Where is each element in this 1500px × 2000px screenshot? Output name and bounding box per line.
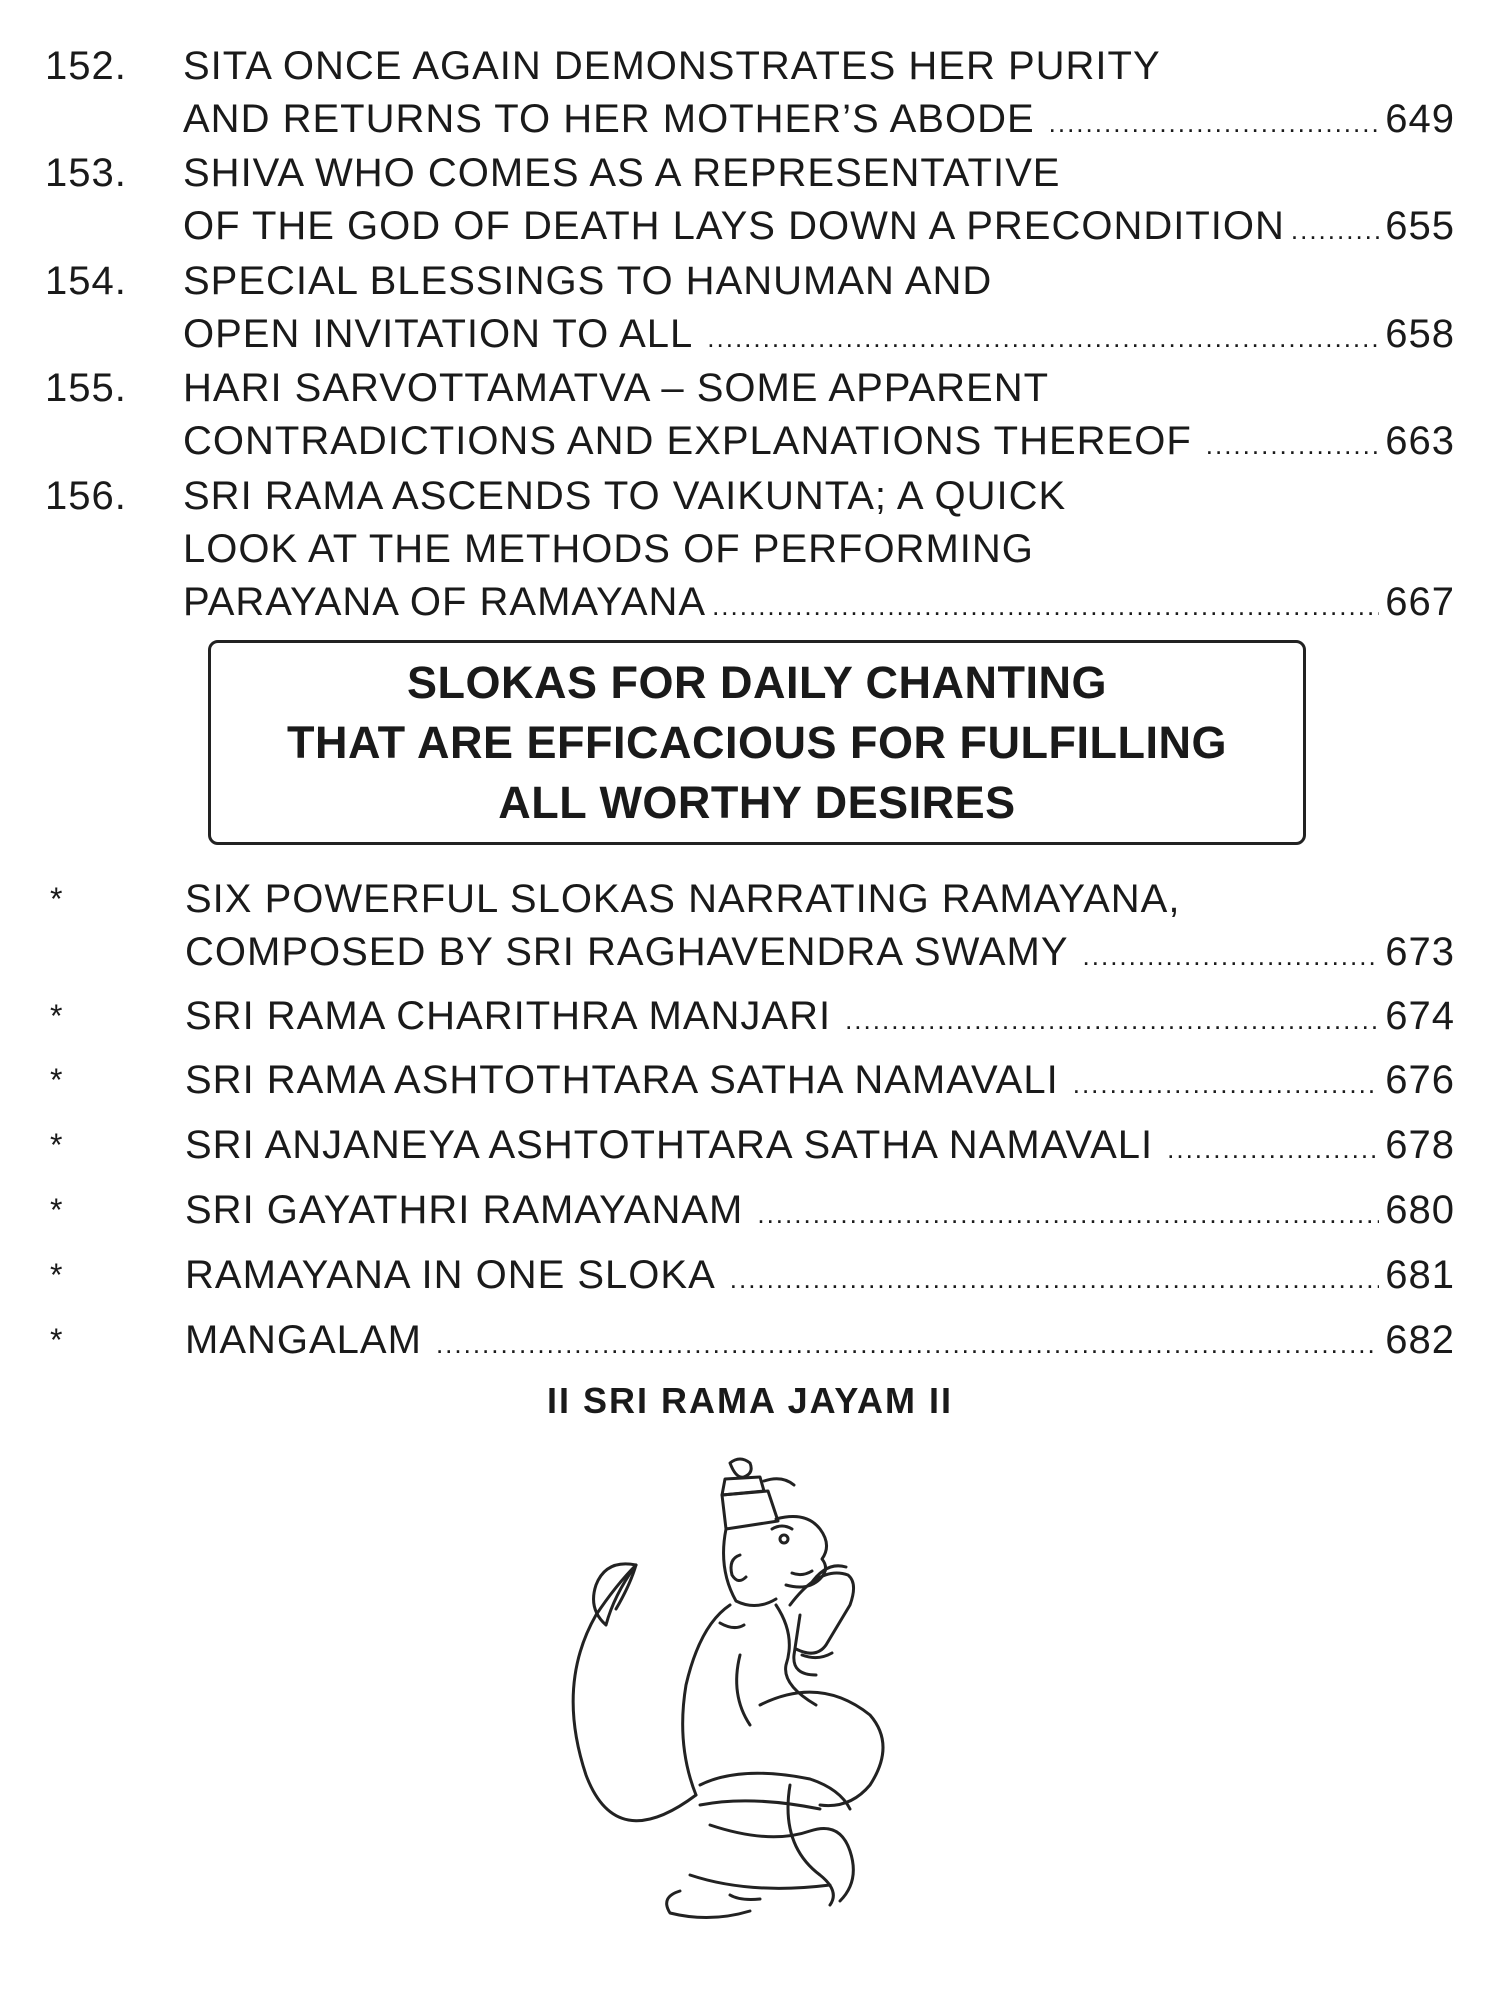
section-heading-line: SLOKAS FOR DAILY CHANTING (406, 656, 1108, 708)
sloka-title-line: RAMAYANA IN ONE SLOKA (185, 1253, 716, 1297)
bullet-asterisk: * (50, 1257, 64, 1293)
toc-entry-156 (45, 470, 1455, 633)
bullet-asterisk: * (50, 1192, 64, 1228)
dot-leader (757, 1188, 1379, 1241)
page-number: 676 (1385, 1058, 1455, 1102)
sloka-title-line: SRI RAMA ASHTOTHTARA SATHA NAMAVALI (185, 1058, 1059, 1102)
page-number: 674 (1385, 994, 1455, 1038)
chapter-number: 156. (45, 474, 127, 518)
sloka-title-line: COMPOSED BY SRI RAGHAVENDRA SWAMY (185, 930, 1069, 974)
chapter-title-line: HARI SARVOTTAMATVA – SOME APPARENT (183, 366, 1050, 410)
dot-leader (436, 1318, 1379, 1371)
sloka-title-line: SRI ANJANEYA ASHTOTHTARA SATHA NAMAVALI (185, 1123, 1154, 1167)
chapter-title-line: SITA ONCE AGAIN DEMONSTRATES HER PURITY (183, 44, 1161, 88)
dot-leader (1049, 97, 1380, 150)
page-number: 681 (1385, 1253, 1455, 1297)
section-heading-line: THAT ARE EFFICACIOUS FOR FULFILLING (287, 716, 1227, 768)
section-heading-box (208, 640, 1306, 845)
section-heading-line: ALL WORTHY DESIRES (498, 776, 1016, 828)
chapter-title-line: PARAYANA OF RAMAYANA (183, 580, 707, 624)
page-number: 673 (1385, 930, 1455, 974)
page-number: 649 (1385, 97, 1455, 141)
dot-leader (1206, 419, 1379, 472)
bullet-asterisk: * (50, 881, 64, 917)
chapter-title-line: CONTRADICTIONS AND EXPLANATIONS THEREOF (183, 419, 1192, 463)
bullet-asterisk: * (50, 1062, 64, 1098)
dot-leader (1291, 204, 1379, 257)
dot-leader (1073, 1058, 1380, 1111)
sloka-title-line: SIX POWERFUL SLOKAS NARRATING RAMAYANA, (185, 877, 1181, 921)
dot-leader (1083, 930, 1380, 983)
sloka-entry (45, 1054, 1455, 1111)
dot-leader (707, 312, 1379, 365)
page-number: 682 (1385, 1318, 1455, 1362)
sloka-entry (45, 990, 1455, 1047)
chapter-title-line: LOOK AT THE METHODS OF PERFORMING (183, 527, 1034, 571)
sloka-title-line: SRI RAMA CHARITHRA MANJARI (185, 994, 832, 1038)
toc-entry-152 (45, 40, 1455, 150)
bullet-asterisk: * (50, 1322, 64, 1358)
toc-entry-153 (45, 147, 1455, 257)
sloka-entry (45, 1184, 1455, 1241)
toc-entry-155 (45, 362, 1455, 472)
page-number: 667 (1385, 580, 1455, 624)
chapter-title-line: AND RETURNS TO HER MOTHER’S ABODE (183, 97, 1035, 141)
chapter-title-line: SHIVA WHO COMES AS A REPRESENTATIVE (183, 151, 1061, 195)
chapter-title-line: SRI RAMA ASCENDS TO VAIKUNTA; A QUICK (183, 474, 1067, 518)
dot-leader (712, 580, 1379, 633)
sloka-entry (45, 1119, 1455, 1176)
sloka-entry (45, 1314, 1455, 1371)
chapter-title-line: OPEN INVITATION TO ALL (183, 312, 694, 356)
chapter-title-line: OF THE GOD OF DEATH LAYS DOWN A PRECONDITION (183, 204, 1285, 248)
sri-rama-jayam-title: II SRI RAMA JAYAM II (546, 1380, 954, 1421)
page-number: 663 (1385, 419, 1455, 463)
sloka-title-line: MANGALAM (185, 1318, 422, 1362)
bullet-asterisk: * (50, 1127, 64, 1163)
dot-leader (845, 994, 1379, 1047)
page-number: 680 (1385, 1188, 1455, 1232)
sloka-title-line: SRI GAYATHRI RAMAYANAM (185, 1188, 744, 1232)
toc-entry-154 (45, 255, 1455, 365)
chapter-number: 155. (45, 366, 127, 410)
sloka-entry (45, 1249, 1455, 1306)
sloka-entry (45, 873, 1455, 983)
dot-leader (730, 1253, 1379, 1306)
page-number: 658 (1385, 312, 1455, 356)
chapter-number: 154. (45, 259, 127, 303)
chapter-number: 153. (45, 151, 127, 195)
chapter-title-line: SPECIAL BLESSINGS TO HANUMAN AND (183, 259, 993, 303)
page-number: 678 (1385, 1123, 1455, 1167)
hanuman-praying-icon (540, 1455, 1000, 1935)
page-number: 655 (1385, 204, 1455, 248)
chapter-number: 152. (45, 44, 127, 88)
bullet-asterisk: * (50, 998, 64, 1034)
dot-leader (1167, 1123, 1379, 1176)
